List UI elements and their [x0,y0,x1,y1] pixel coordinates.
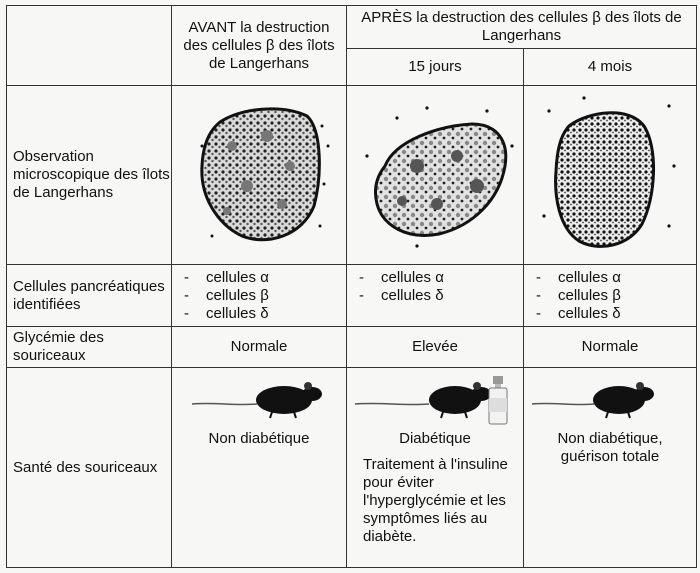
mouse-icon [172,368,347,430]
health-status: Diabétique [399,430,471,447]
cell-alpha: cellules α [558,268,621,286]
corner-cell [7,6,172,86]
health-status: Non diabétique, guérison totale [557,430,663,465]
islet-outline [375,124,505,235]
treatment-note: Traitement à l'insuline pour éviter l'hyperglycémie et les symptômes liés au diabète. [363,456,508,545]
header-after-15-days: 15 jours [347,49,524,86]
health-4-months [524,368,697,568]
cells-4-months: - cellules α - cellules β - cellules δ [524,265,697,327]
row-label-glycemia: Glycémie des souriceaux [7,327,172,368]
glycemia-before: Normale [172,327,347,368]
header-after-4-months: 4 mois [524,49,697,86]
health-15-days [347,368,524,568]
comparison-table [6,5,697,568]
mouse-icon [524,368,697,430]
header-after: APRÈS la destruction des cellules β des îlots de Langerhans [347,6,697,49]
islet-outline [556,113,654,247]
row-label-cells: Cellules pancréatiques identifiées [7,265,172,327]
islet-4-months-drawing [524,86,697,264]
islet-15-days-drawing [347,86,524,264]
health-before [172,368,347,568]
glycemia-4-months: Normale [524,327,697,368]
health-status: Non diabétique [208,430,310,447]
cells-15-days: - cellules α - cellules δ [347,265,524,327]
islet-outline [202,109,319,240]
cell-beta: cellules β [206,286,269,304]
cell-beta: cellules β [558,286,621,304]
cell-alpha: cellules α [381,269,444,286]
islet-image-15-days [347,86,524,265]
cell-delta: cellules δ [206,304,269,322]
islet-image-before [172,86,347,265]
cell-alpha: cellules α [206,268,269,286]
cell-delta: cellules δ [558,304,621,322]
row-label-health: Santé des souriceaux [7,368,172,568]
header-before: AVANT la destruction des cellules β des îlots de Langerhans [172,6,347,86]
insulin-vial-icon [487,376,509,426]
islet-image-4-months [524,86,697,265]
cells-before: - cellules α - cellules β - cellules δ [172,265,347,327]
row-label-observation: Observation microscopique des îlots de Langerhans [7,86,172,265]
islet-before-drawing [172,86,347,264]
glycemia-15-days: Elevée [347,327,524,368]
cell-delta: cellules δ [381,287,444,304]
